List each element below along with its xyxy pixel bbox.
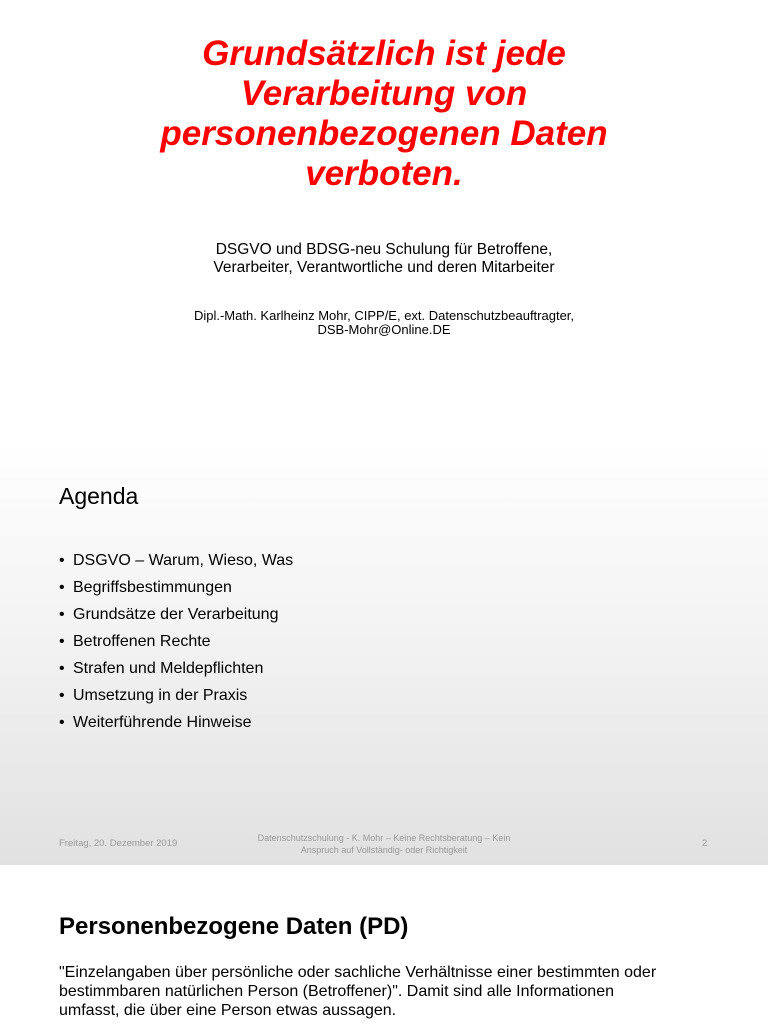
subtitle-line: Verarbeiter, Verantwortliche und deren Mitarbeiter xyxy=(213,259,555,276)
agenda-item xyxy=(59,628,293,655)
agenda-slide xyxy=(0,440,768,865)
bullet-icon: • xyxy=(59,579,65,596)
agenda-item xyxy=(59,655,293,682)
agenda-list xyxy=(59,547,293,736)
author-line: Dipl.-Math. Karlheinz Mohr, CIPP/E, ext. Datenschutzbeauftragter, xyxy=(193,308,575,323)
footer-disclaimer xyxy=(234,832,534,856)
bullet-icon: • xyxy=(59,714,65,731)
agenda-item xyxy=(59,601,293,628)
definition-line: "Einzelangaben über persönliche oder sachliche Verhältnisse einer bestimmten oder xyxy=(59,964,657,981)
agenda-title: Agenda xyxy=(59,483,139,509)
footer-page-number: 2 xyxy=(702,838,708,849)
author-email: DSB-Mohr@Online.DE xyxy=(317,322,451,337)
agenda-item-label: Strafen und Meldepflichten xyxy=(73,660,264,677)
agenda-item xyxy=(59,682,293,709)
definition-line: bestimmbaren natürlichen Person (Betroffener)". Damit sind alle Informationen xyxy=(59,983,614,1000)
slide-title-line: Verarbeitung von xyxy=(240,74,528,113)
footer-date: Freitag, 20. Dezember 2019 xyxy=(59,838,178,849)
bullet-icon: • xyxy=(59,606,65,623)
bullet-icon: • xyxy=(59,633,65,650)
definition-slide xyxy=(0,865,768,1024)
agenda-item-label: Umsetzung in der Praxis xyxy=(73,687,248,704)
slide-title-line: Grundsätzlich ist jede xyxy=(202,34,566,73)
bullet-icon: • xyxy=(59,552,65,569)
bullet-icon: • xyxy=(59,687,65,704)
agenda-item xyxy=(59,547,293,574)
slide-title xyxy=(0,34,768,194)
agenda-item-label: Begriffsbestimmungen xyxy=(73,579,232,596)
footer-disclaimer-line: Anspruch auf Vollständig- oder Richtigkeit xyxy=(300,845,468,855)
agenda-item-label: DSGVO – Warum, Wieso, Was xyxy=(73,552,294,569)
slide-subtitle xyxy=(0,241,768,277)
author-info xyxy=(0,309,768,337)
agenda-item xyxy=(59,709,293,736)
definition-text xyxy=(59,963,739,1020)
definition-title: Personenbezogene Daten (PD) xyxy=(59,913,409,940)
agenda-item-label: Weiterführende Hinweise xyxy=(73,714,252,731)
definition-line: umfasst, die über eine Person etwas aussagen. xyxy=(59,1002,397,1019)
agenda-item xyxy=(59,574,293,601)
agenda-item-label: Betroffenen Rechte xyxy=(73,633,211,650)
slide-title-line: verboten. xyxy=(305,154,463,193)
agenda-item-label: Grundsätze der Verarbeitung xyxy=(73,606,279,623)
bullet-icon: • xyxy=(59,660,65,677)
subtitle-line: DSGVO und BDSG-neu Schulung für Betroffene, xyxy=(215,241,553,258)
slide-title-line: personenbezogenen Daten xyxy=(160,114,608,153)
title-slide xyxy=(0,0,768,440)
footer-disclaimer-line: Datenschutzschulung - K. Mohr – Keine Rechtsberatung – Kein xyxy=(257,833,511,843)
